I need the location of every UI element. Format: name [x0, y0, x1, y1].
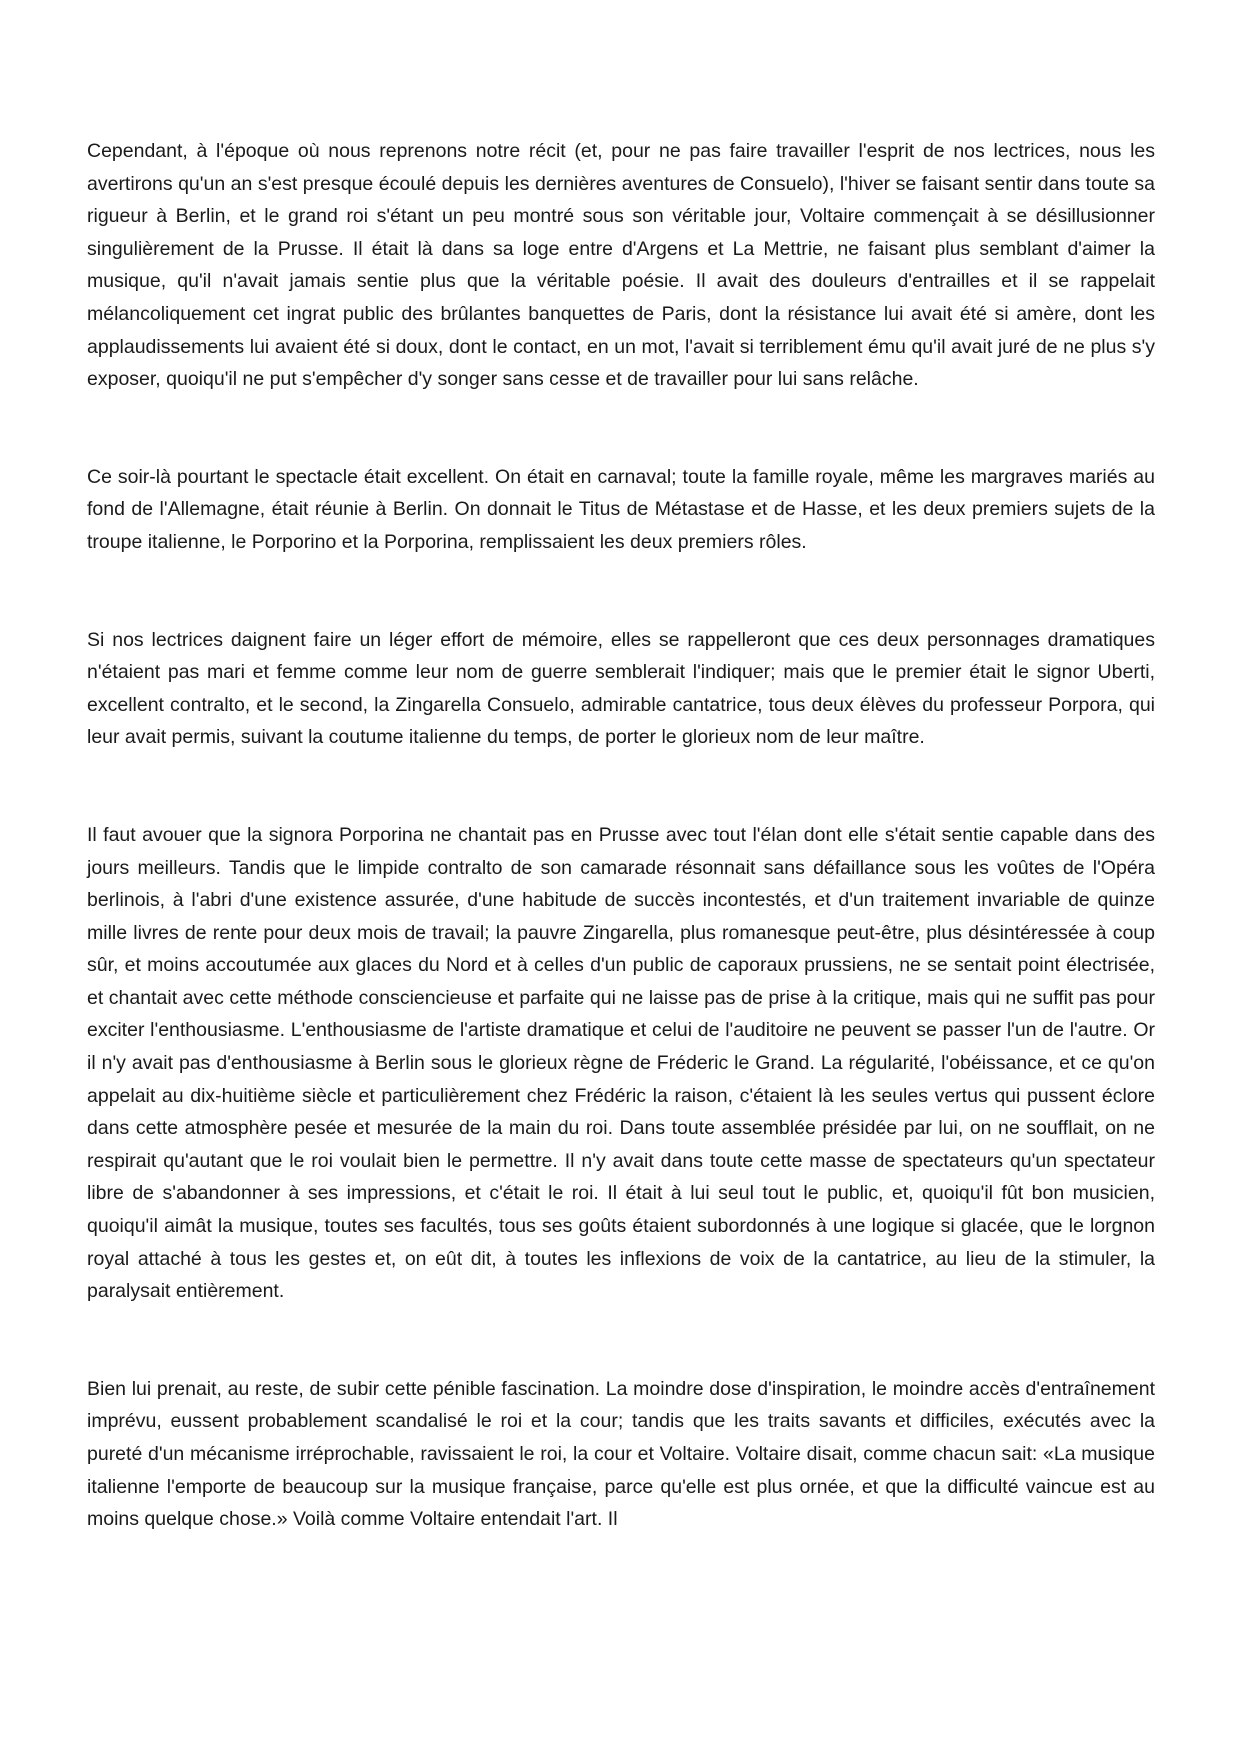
paragraph-2: Ce soir-là pourtant le spectacle était excellent. On était en carnaval; toute la famille royale, même les margraves mariés au fond de l'Allemagne, était réunie à Berlin. On donnait le Titus de Métastase et de Hasse, et les deux premiers sujets de la troupe italienne, le Porporino et la Porporina, remplissaient les deux premiers rôles. — [87, 465, 1155, 553]
paragraph-3: Si nos lectrices daignent faire un léger effort de mémoire, elles se rappelleront que ces deux personnages dramatiques n'étaient pas mari et femme comme leur nom de guerre semblerait l'indiquer; mais que le premier était le signor Uberti, excellent contralto, et le second, la Zingarella Consuelo, admirable cantatrice, tous deux élèves du professeur Porpora, qui leur avait permis, suivant la coutume italienne du temps, de porter le glorieux nom de leur maître. — [87, 628, 1155, 749]
paragraph-4: Il faut avouer que la signora Porporina ne chantait pas en Prusse avec tout l'élan dont elle s'était sentie capable dans des jours meilleurs. Tandis que le limpide contralto de son camarade résonnait sans défaillance sous les voûtes de l'Opéra berlinois, à l'abri d'une existence assurée, d'une habitude de succès incontestés, et d'un traitement invariable de quinze mille livres de rente pour deux mois de travail; la pauvre Zingarella, plus romanesque peut-être, plus désintéressée à coup sûr, et moins accoutumée aux glaces du Nord et à celles d'un public de caporaux prussiens, ne se sentait point électrisée, et chantait avec cette méthode consciencieuse et parfaite qui ne laisse pas de prise à la critique, mais qui ne suffit pas pour exciter l'enthousiasme. L'enthousiasme de l'artiste dramatique et celui de l'auditoire ne peuvent se passer l'un de l'autre. Or il n'y avait pas d'enthousiasme à Berlin sous le glorieux règne de Fréderic le Grand. La régularité, l'obéissance, et ce qu'on appelait au dix-huitième siècle et particulièrement chez Frédéric la raison, c'étaient là les seules vertus qui pussent éclore dans cette atmosphère pesée et mesurée de la main du roi. Dans toute assemblée présidée par lui, on ne soufflait, on ne respirait qu'autant que le roi voulait bien le permettre. Il n'y avait dans toute cette masse de spectateurs qu'un spectateur libre de s'abandonner à ses impressions, et c'était le roi. Il était à lui seul tout le public, et, quoiqu'il fût bon musicien, quoiqu'il aimât la musique, toutes ses facultés, tous ses goûts étaient subordonnés à une logique si glacée, que le lorgnon royal attaché à tous les gestes et, on eût dit, à toutes les inflexions de voix de la cantatrice, au lieu de la stimuler, la paralysait entièrement. — [87, 823, 1155, 1303]
paragraph-5: Bien lui prenait, au reste, de subir cette pénible fascination. La moindre dose d'inspiration, le moindre accès d'entraînement imprévu, eussent probablement scandalisé le roi et la cour; tandis que les traits savants et difficiles, exécutés avec la pureté d'un mécanisme irréprochable, ravissaient le roi, la cour et Voltaire. Voltaire disait, comme chacun sait: «La musique italienne l'emporte de beaucoup sur la musique française, parce qu'elle est plus ornée, et que la difficulté vaincue est au moins quelque chose.» Voilà comme Voltaire entendait l'art. Il — [87, 1377, 1155, 1531]
paragraph-1: Cependant, à l'époque où nous reprenons notre récit (et, pour ne pas faire travailler l'esprit de nos lectrices, nous les avertirons qu'un an s'est presque écoulé depuis les dernières aventures de Consuelo), l'hiver se faisant sentir dans toute sa rigueur à Berlin, et le grand roi s'étant un peu montré sous son véritable jour, Voltaire commençait à se désillusionner singulièrement de la Prusse. Il était là dans sa loge entre d'Argens et La Mettrie, ne faisant plus semblant d'aimer la musique, qu'il n'avait jamais sentie plus que la véritable poésie. Il avait des douleurs d'entrailles et il se rappelait mélancoliquement cet ingrat public des brûlantes banquettes de Paris, dont la résistance lui avait été si amère, dont les applaudissements lui avaient été si doux, dont le contact, en un mot, l'avait si terriblement ému qu'il avait juré de ne plus s'y exposer, quoiqu'il ne put s'empêcher d'y songer sans cesse et de travailler pour lui sans relâche. — [87, 140, 1155, 391]
document-page — [87, 135, 1155, 1536]
